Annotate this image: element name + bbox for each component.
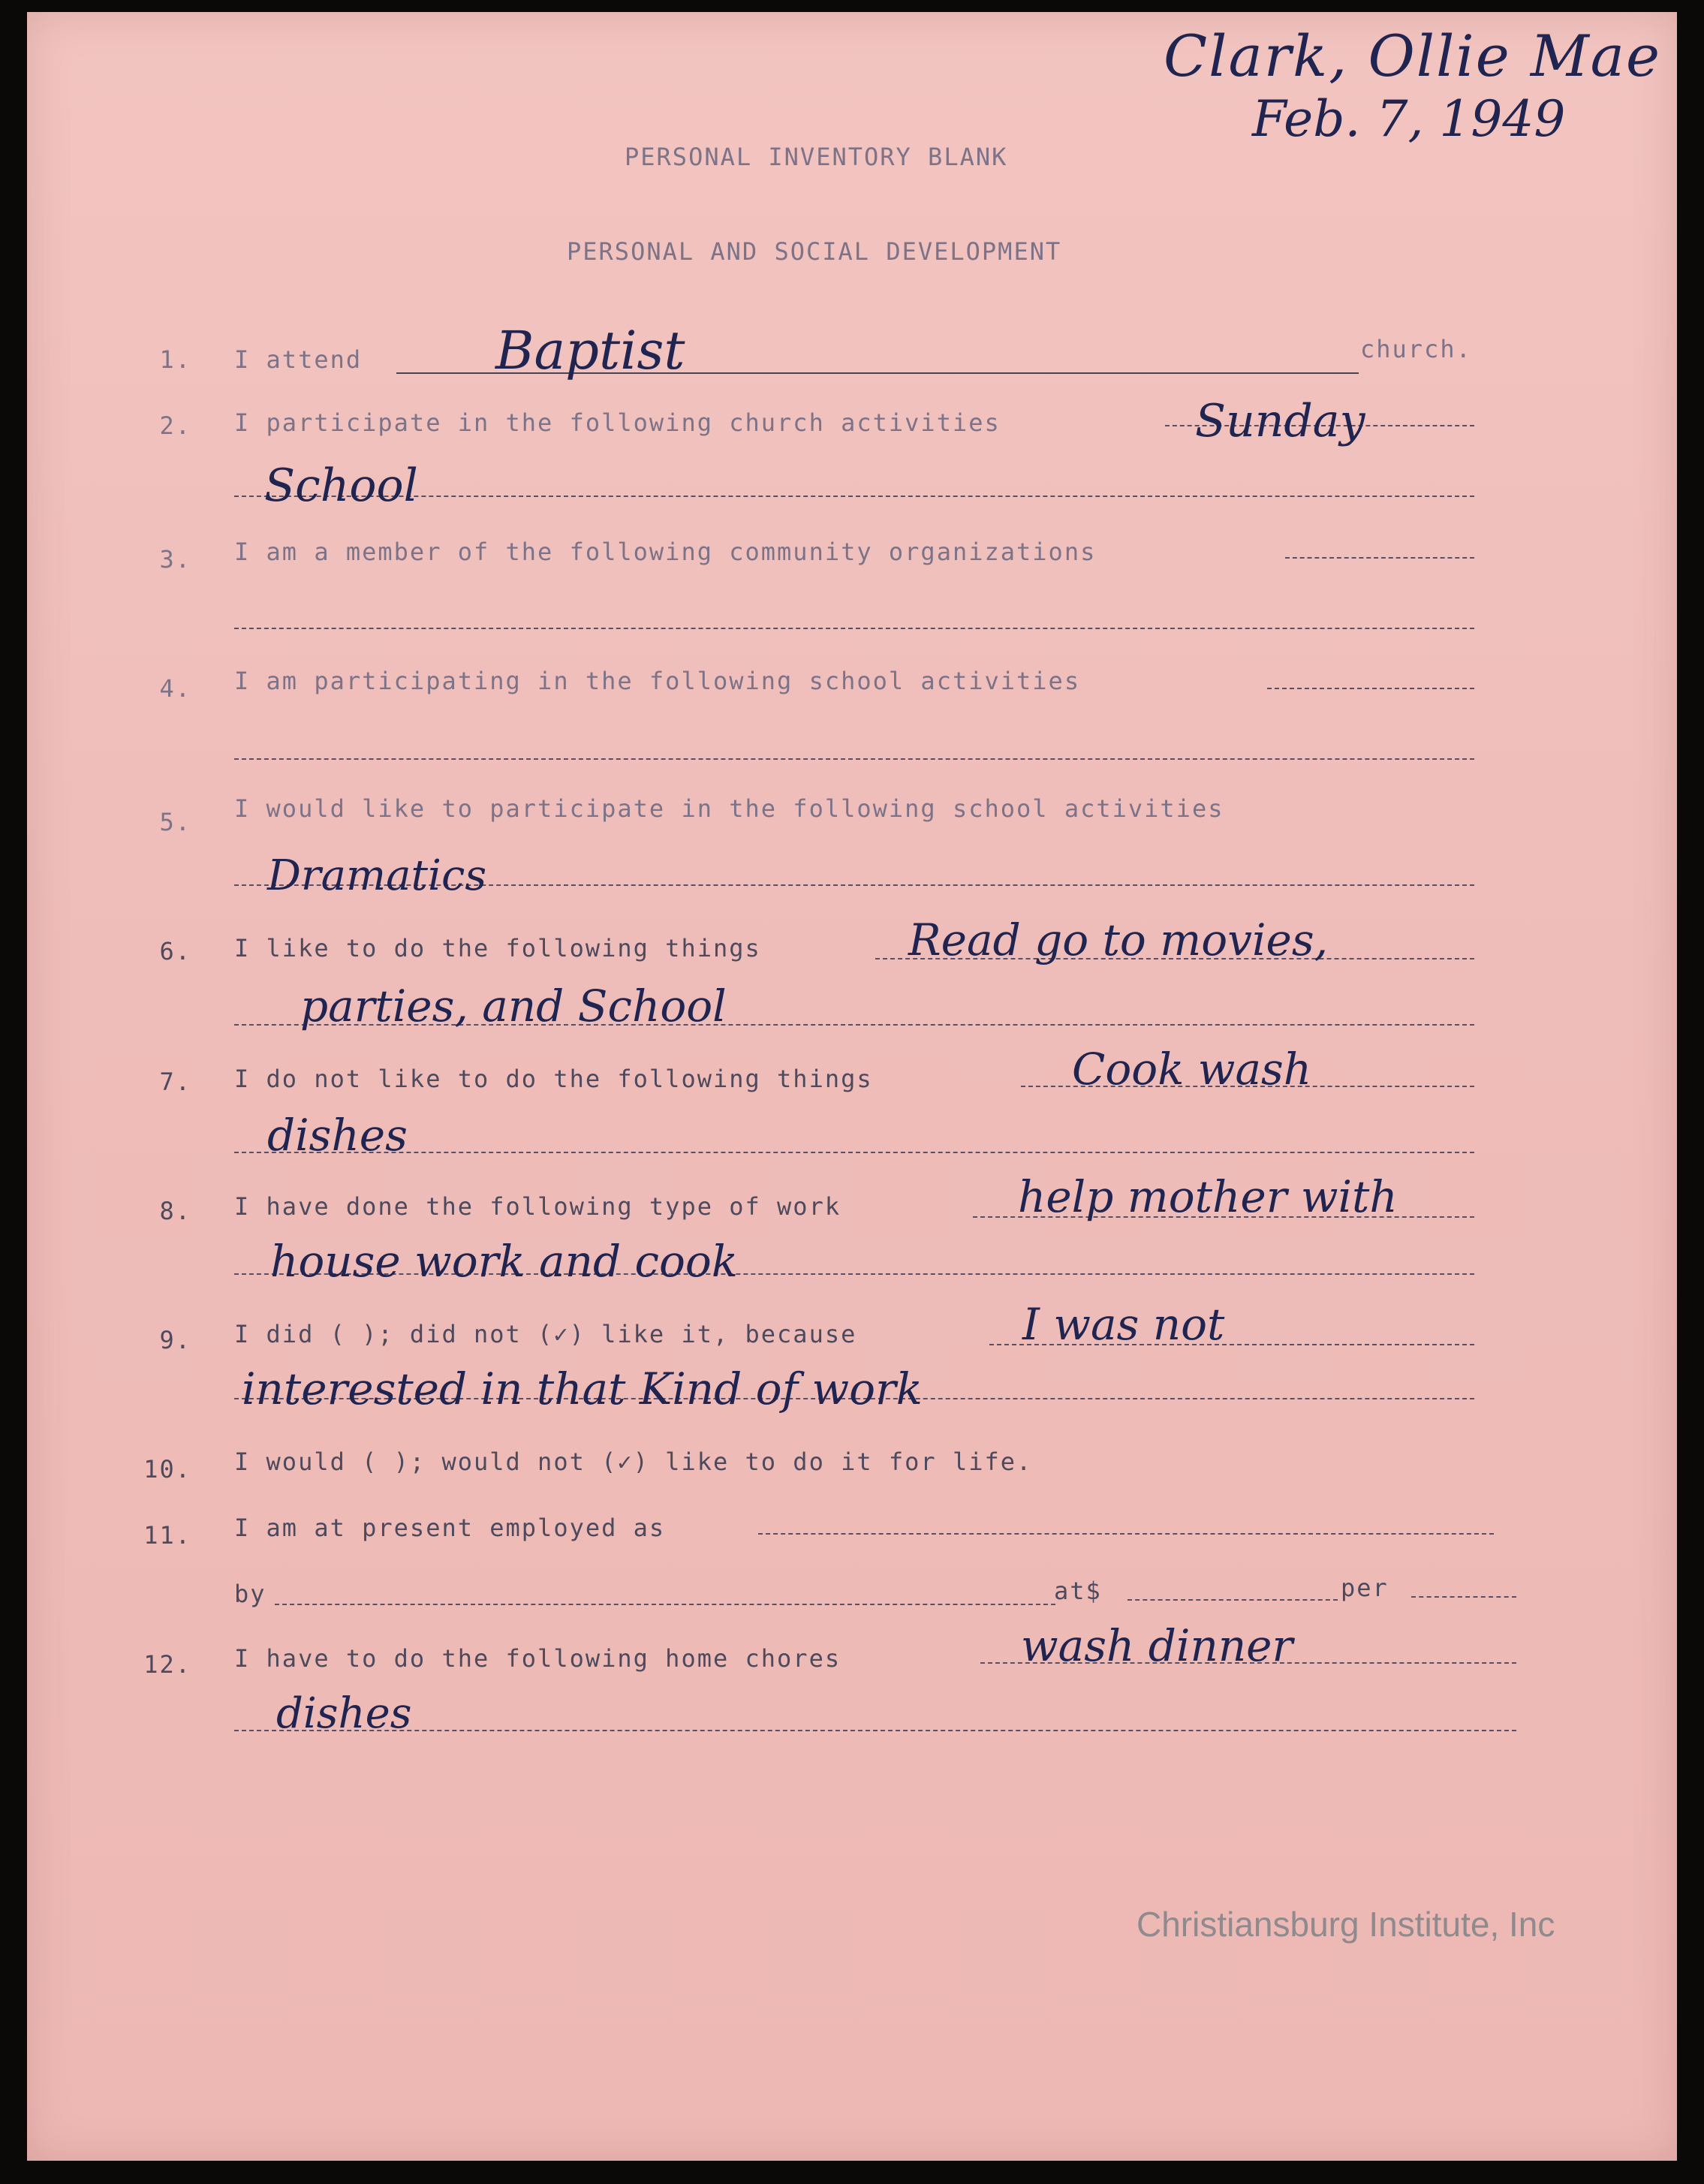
answer-line [1285, 557, 1474, 559]
handwritten-answer: wash dinner [1021, 1620, 1293, 1671]
item-number: 5. [159, 808, 191, 836]
item-number: 9. [159, 1326, 191, 1354]
wage-label: at$ [1054, 1577, 1102, 1605]
handwritten-answer: Baptist [495, 320, 685, 381]
handwritten-answer: School [264, 459, 418, 512]
item-number: 4. [159, 674, 191, 703]
item-prompt: I would like to participate in the following school activities [234, 794, 1224, 823]
answer-line [234, 628, 1474, 629]
handwritten-answer: Cook wash [1072, 1044, 1312, 1095]
item-prompt-suffix: church. [1360, 335, 1472, 363]
item-number: 1. [159, 345, 191, 374]
handwritten-answer: Dramatics [267, 851, 487, 900]
answer-line [234, 1730, 1516, 1731]
answer-line [234, 758, 1474, 760]
item-number: 8. [159, 1197, 191, 1225]
item-prompt: I have done the following type of work [234, 1192, 841, 1221]
employer-label: by [234, 1580, 266, 1608]
archive-watermark: Christiansburg Institute, Inc [1137, 1905, 1555, 1944]
student-name: Clark, Ollie Mae [1164, 23, 1661, 89]
answer-line [1127, 1599, 1338, 1601]
period-label: per [1341, 1574, 1389, 1602]
answer-line [234, 496, 1474, 497]
handwritten-answer: Read go to movies, [908, 914, 1329, 965]
form-date: Feb. 7, 1949 [1252, 90, 1566, 148]
handwritten-answer: dishes [276, 1689, 412, 1738]
item-prompt: I have to do the following home chores [234, 1644, 841, 1673]
item-prompt: I like to do the following things [234, 934, 761, 962]
item-number: 7. [159, 1068, 191, 1096]
item-prompt: I am at present employed as [234, 1514, 666, 1542]
form-subtitle: PERSONAL AND SOCIAL DEVELOPMENT [567, 237, 1062, 266]
item-number: 10. [143, 1455, 191, 1484]
item-number: 2. [159, 411, 191, 440]
item-prompt: I would ( ); would not (✓) like to do it for life. [234, 1447, 1033, 1476]
handwritten-answer: dishes [267, 1110, 408, 1161]
item-number: 11. [143, 1521, 191, 1550]
item-prompt: I am a member of the following community organizations [234, 538, 1097, 566]
item-prompt: I am participating in the following school activities [234, 667, 1081, 695]
handwritten-answer: I was not [1022, 1299, 1225, 1350]
answer-line [234, 1152, 1474, 1153]
item-number: 6. [159, 937, 191, 965]
handwritten-answer: interested in that Kind of work [242, 1363, 923, 1414]
handwritten-answer: help mother with [1018, 1171, 1398, 1222]
item-prompt: I do not like to do the following things [234, 1065, 873, 1093]
handwritten-answer: Sunday [1195, 395, 1365, 447]
form-title: PERSONAL INVENTORY BLANK [625, 143, 1008, 171]
item-number: 3. [159, 545, 191, 574]
item-prompt: I did ( ); did not (✓) like it, because [234, 1320, 857, 1348]
item-prompt: I attend [234, 345, 363, 374]
handwritten-answer: house work and cook [270, 1236, 738, 1287]
answer-line [758, 1533, 1494, 1535]
answer-line [1411, 1596, 1516, 1598]
answer-line [1267, 688, 1474, 689]
handwritten-answer: parties, and School [300, 981, 727, 1032]
item-prompt: I participate in the following church activities [234, 408, 1001, 437]
item-number: 12. [143, 1650, 191, 1679]
answer-line [275, 1604, 1055, 1605]
